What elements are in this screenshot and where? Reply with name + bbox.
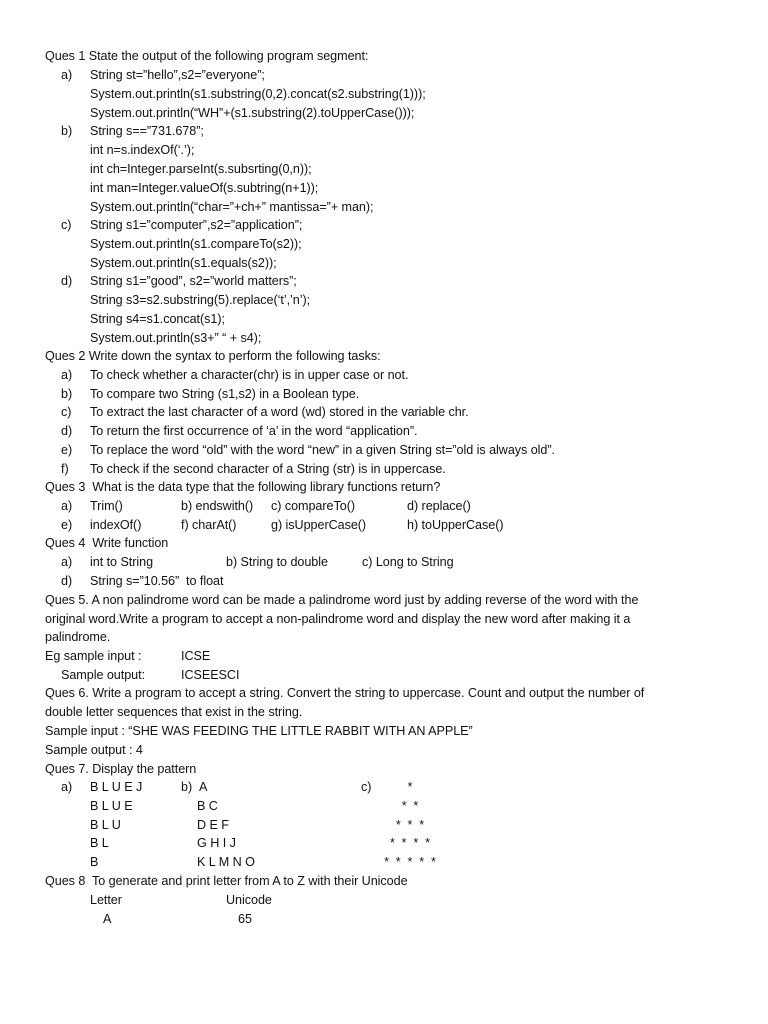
q4-cell: c) Long to String <box>362 555 454 569</box>
q1-c-line: System.out.println(s1.equals(s2)); <box>90 256 277 270</box>
q1-b-line: int n=s.indexOf(‘.’); <box>90 143 195 157</box>
q6-line: double letter sequences that exist in the string. <box>45 705 303 719</box>
q2-item-text: To check if the second character of a String (str) is in uppercase. <box>90 462 446 476</box>
q7-pattern-a-row: B <box>90 855 99 869</box>
q7-pattern-c-row: * <box>407 780 413 794</box>
q1-d-line: System.out.println(s3+” “ + s4); <box>90 331 262 345</box>
q2-title: Ques 2 Write down the syntax to perform the following tasks: <box>45 349 381 363</box>
q7-pattern-a-row: B L U E <box>90 799 133 813</box>
q2-item-label: c) <box>61 405 72 419</box>
q7-pattern-c-row: * * * * * <box>384 855 436 869</box>
q3-cell: f) charAt() <box>181 518 237 532</box>
q3-cell: d) replace() <box>407 499 471 513</box>
q1-c-label: c) <box>61 218 72 232</box>
q4-cell: b) String to double <box>226 555 328 569</box>
q1-d-line: String s3=s2.substring(5).replace(‘t’,’n’); <box>90 293 311 307</box>
q4-row-label: a) <box>61 555 73 569</box>
q7-title: Ques 7. Display the pattern <box>45 762 197 776</box>
q8-col2-header: Unicode <box>226 893 272 907</box>
q5-output-value: ICSEESCI <box>181 668 240 682</box>
q4-cell: String s=”10.56” to float <box>90 574 224 588</box>
q4-title: Ques 4 Write function <box>45 536 169 550</box>
q7-pattern-b-row: K L M N O <box>197 855 255 869</box>
q2-item-label: d) <box>61 424 73 438</box>
q2-item-label: e) <box>61 443 73 457</box>
q6-sample-output: Sample output : 4 <box>45 743 143 757</box>
q6-line: Ques 6. Write a program to accept a string. Convert the string to uppercase. Count and output the number of <box>45 686 645 700</box>
q4-row-label: d) <box>61 574 73 588</box>
q8-col1-value: A <box>103 912 112 926</box>
q5-input-label: Eg sample input : <box>45 649 142 663</box>
q4-cell: int to String <box>90 555 154 569</box>
q3-cell: c) compareTo() <box>271 499 355 513</box>
q1-d-line: String s4=s1.concat(s1); <box>90 312 225 326</box>
q2-item-text: To return the first occurrence of ‘a’ in the word “application”. <box>90 424 418 438</box>
q7-pattern-b-row: A <box>199 780 208 794</box>
q1-a-line: System.out.println(s1.substring(0,2).concat(s2.substring(1))); <box>90 87 426 101</box>
q1-b-line: int man=Integer.valueOf(s.subtring(n+1)); <box>90 181 319 195</box>
q1-title: Ques 1 State the output of the following program segment: <box>45 49 369 63</box>
q7-pattern-a-row: B L <box>90 836 109 850</box>
q1-d-line: String s1=”good”, s2=”world matters”; <box>90 274 297 288</box>
q7-pattern-c-row: * * * * <box>389 836 431 850</box>
q8-col1-header: Letter <box>90 893 122 907</box>
q7-a-label: a) <box>61 780 73 794</box>
q3-row-label: e) <box>61 518 73 532</box>
q6-sample-input: Sample input : “SHE WAS FEEDING THE LITTLE RABBIT WITH AN APPLE” <box>45 724 473 738</box>
q1-b-label: b) <box>61 124 73 138</box>
q3-cell: g) isUpperCase() <box>271 518 367 532</box>
q7-pattern-b-row: B C <box>197 799 218 813</box>
q1-a-line: String st=”hello”,s2=”everyone”; <box>90 68 265 82</box>
q1-c-line: System.out.println(s1.compareTo(s2)); <box>90 237 302 251</box>
q1-c-line: String s1=”computer”,s2=”application”; <box>90 218 303 232</box>
q2-item-text: To replace the word “old” with the word “new” in a given String st=”old is always old”. <box>90 443 555 457</box>
q7-pattern-c-row: * * <box>401 799 419 813</box>
q3-cell: b) endswith() <box>181 499 254 513</box>
q7-pattern-a-row: B L U <box>90 818 121 832</box>
q1-a-line: System.out.println(“WH”+(s1.substring(2).toUpperCase())); <box>90 106 415 120</box>
q5-output-label: Sample output: <box>61 668 146 682</box>
q7-pattern-b-row: G H I J <box>197 836 236 850</box>
q3-cell: indexOf() <box>90 518 142 532</box>
q1-a-label: a) <box>61 68 73 82</box>
q8-title: Ques 8 To generate and print letter from A to Z with their Unicode <box>45 874 408 888</box>
q7-c-label: c) <box>361 780 372 794</box>
q2-item-text: To compare two String (s1,s2) in a Boolean type. <box>90 387 360 401</box>
q7-pattern-a-row: B L U E J <box>90 780 143 794</box>
q7-b-label: b) <box>181 780 193 794</box>
q7-pattern-b-row: D E F <box>197 818 229 832</box>
q3-cell: h) toUpperCase() <box>407 518 504 532</box>
q3-title: Ques 3 What is the data type that the following library functions return? <box>45 480 441 494</box>
q1-b-line: System.out.println(“char=”+ch+” mantissa=”+ man); <box>90 200 374 214</box>
q1-b-line: int ch=Integer.parseInt(s.subsrting(0,n)); <box>90 162 312 176</box>
q2-item-label: a) <box>61 368 73 382</box>
q2-item-text: To extract the last character of a word (wd) stored in the variable chr. <box>90 405 469 419</box>
q1-b-line: String s==”731.678”; <box>90 124 204 138</box>
q3-row-label: a) <box>61 499 73 513</box>
q7-pattern-c-row: * * * <box>395 818 425 832</box>
q3-cell: Trim() <box>90 499 123 513</box>
q2-item-text: To check whether a character(chr) is in upper case or not. <box>90 368 409 382</box>
q2-item-label: f) <box>61 462 69 476</box>
q2-item-label: b) <box>61 387 73 401</box>
q1-d-label: d) <box>61 274 73 288</box>
q5-input-value: ICSE <box>181 649 211 663</box>
q5-line: palindrome. <box>45 630 111 644</box>
q8-col2-value: 65 <box>238 912 252 926</box>
q5-line: original word.Write a program to accept a non-palindrome word and display the new word after making it a <box>45 612 631 626</box>
q5-line: Ques 5. A non palindrome word can be made a palindrome word just by adding reverse of the word with the <box>45 593 639 607</box>
